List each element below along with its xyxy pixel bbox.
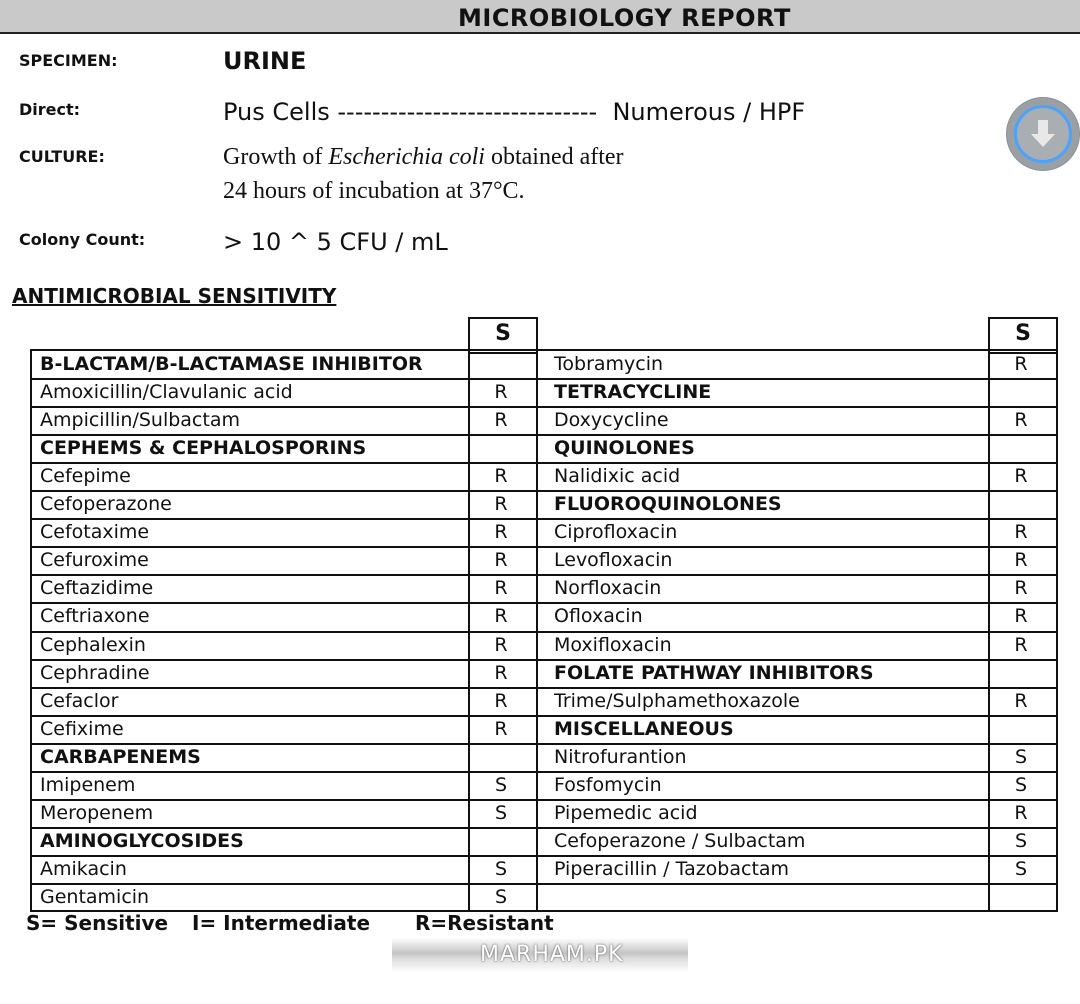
drug-row (546, 688, 1056, 716)
table-row-divider (32, 771, 1056, 773)
category-row (546, 716, 1056, 744)
table-row-divider (32, 659, 1056, 661)
drug-name: Cephradine (40, 661, 150, 684)
table-row-divider (32, 518, 1056, 520)
report-title-bar (0, 0, 1080, 34)
table-row-divider (32, 743, 1056, 745)
culture-prefix: Growth of (223, 144, 329, 170)
drug-name: Cefaclor (40, 689, 119, 712)
drug-name: Ampicillin/Sulbactam (40, 409, 240, 432)
susceptibility-result: R (494, 633, 508, 656)
table-row-divider (32, 799, 1056, 801)
drug-row (546, 463, 1056, 491)
susceptibility-result: R (494, 493, 508, 516)
drug-name: Pipemedic acid (554, 801, 698, 824)
susceptibility-result: S (1014, 829, 1028, 852)
category-name: CARBAPENEMS (40, 745, 201, 768)
category-name: QUINOLONES (554, 437, 695, 460)
direct-label: Direct: (19, 100, 81, 119)
drug-name: Nitrofurantion (554, 745, 687, 768)
susceptibility-result: R (1014, 577, 1028, 600)
drug-name: Moxifloxacin (554, 633, 672, 656)
drug-row (546, 632, 1056, 660)
susceptibility-result: R (1014, 801, 1028, 824)
table-row-divider (32, 687, 1056, 689)
table-row-divider (32, 602, 1056, 604)
drug-row (32, 463, 542, 491)
drug-row (32, 547, 542, 575)
drug-name: Cefixime (40, 717, 124, 740)
drug-row (546, 351, 1056, 379)
category-row (546, 491, 1056, 519)
susceptibility-result: R (494, 577, 508, 600)
drug-name: Gentamicin (40, 885, 150, 908)
susceptibility-result: R (494, 381, 508, 404)
drug-row (32, 575, 542, 603)
susceptibility-result: R (1014, 353, 1028, 375)
susceptibility-result: S (494, 885, 508, 908)
susceptibility-result: S (1014, 745, 1028, 768)
susceptibility-result: R (494, 661, 508, 684)
category-name: FLUOROQUINOLONES (554, 493, 782, 516)
drug-row (32, 519, 542, 547)
drug-name: Amikacin (40, 857, 127, 880)
drug-row (546, 772, 1056, 800)
drug-row (546, 407, 1056, 435)
susceptibility-result: R (494, 409, 508, 432)
drug-name: Amoxicillin/Clavulanic acid (40, 381, 293, 404)
drug-row (32, 716, 542, 744)
susceptibility-result: R (494, 521, 508, 544)
table-row-divider (32, 546, 1056, 548)
s-header-left: S (495, 321, 511, 346)
culture-line-2: 24 hours of incubation at 37°C. (223, 178, 525, 204)
drug-name: Ciprofloxacin (554, 521, 678, 544)
susceptibility-result: S (1014, 773, 1028, 796)
drug-row (546, 800, 1056, 828)
colony-count-label: Colony Count: (19, 230, 146, 249)
table-row-divider (32, 883, 1056, 885)
category-name: CEPHEMS & CEPHALOSPORINS (40, 437, 367, 460)
drug-row (546, 884, 1056, 912)
drug-name: Trime/Sulphamethoxazole (554, 689, 800, 712)
drug-row (32, 407, 542, 435)
drug-name: Cefuroxime (40, 549, 149, 572)
sensitivity-heading: ANTIMICROBIAL SENSITIVITY (12, 284, 337, 308)
susceptibility-result: R (1014, 605, 1028, 628)
category-name: FOLATE PATHWAY INHIBITORS (554, 661, 874, 684)
watermark-text: MARHAM.PK (480, 942, 624, 967)
drug-name: Levofloxacin (554, 549, 673, 572)
drug-row (546, 856, 1056, 884)
drug-name: Cefoperazone (40, 493, 172, 516)
susceptibility-result: R (1014, 521, 1028, 544)
drug-row (32, 379, 542, 407)
drug-name: Cephalexin (40, 633, 146, 656)
category-row (546, 435, 1056, 463)
drug-row (32, 491, 542, 519)
drug-name: Piperacillin / Tazobactam (554, 857, 790, 880)
culture-suffix: obtained after (484, 144, 624, 170)
table-column-divider (468, 351, 470, 910)
drug-name: Ofloxacin (554, 605, 643, 628)
susceptibility-result: R (1014, 689, 1028, 712)
culture-label: CULTURE: (19, 147, 105, 166)
download-arrow-icon (1014, 105, 1072, 163)
table-row-divider (32, 827, 1056, 829)
drug-name: Nalidixic acid (554, 465, 681, 488)
report-title: MICROBIOLOGY REPORT (458, 4, 791, 32)
download-button[interactable] (1007, 98, 1079, 170)
drug-row (32, 800, 542, 828)
category-name: MISCELLANEOUS (554, 717, 734, 740)
category-row (32, 744, 542, 772)
category-row (32, 435, 542, 463)
drug-name: Meropenem (40, 801, 154, 824)
drug-row (32, 688, 542, 716)
susceptibility-result: R (494, 549, 508, 572)
drug-row (546, 603, 1056, 631)
drug-name: Norfloxacin (554, 577, 662, 600)
culture-line-1 (223, 144, 624, 171)
drug-row (32, 856, 542, 884)
drug-name: Cefepime (40, 465, 131, 488)
drug-row (546, 575, 1056, 603)
drug-row (32, 772, 542, 800)
susceptibility-result: R (1014, 633, 1028, 656)
drug-row (32, 884, 542, 912)
table-row-divider (32, 378, 1056, 380)
table-row-divider (32, 715, 1056, 717)
susceptibility-result: R (1014, 465, 1028, 488)
drug-row (546, 547, 1056, 575)
susceptibility-result: R (494, 689, 508, 712)
table-row-divider (32, 434, 1056, 436)
table-row-divider (32, 631, 1056, 633)
s-header-right: S (1015, 321, 1031, 346)
susceptibility-result: S (494, 857, 508, 880)
table-row-divider (32, 855, 1056, 857)
susceptibility-result: R (1014, 549, 1028, 572)
drug-name: Tobramycin (554, 353, 664, 375)
susceptibility-result: S (1014, 857, 1028, 880)
drug-name: Fosfomycin (554, 773, 662, 796)
drug-name: Cefotaxime (40, 521, 150, 544)
legend-sensitive: S= Sensitive (26, 911, 169, 935)
direct-value: Pus Cells ------------------------------ Numerous / HPF (223, 98, 806, 126)
drug-row (32, 603, 542, 631)
category-row (32, 351, 542, 379)
drug-name: Cefoperazone / Sulbactam (554, 829, 806, 852)
drug-row (32, 660, 542, 688)
category-name: TETRACYCLINE (554, 381, 712, 404)
specimen-value: URINE (223, 47, 307, 75)
drug-row (32, 632, 542, 660)
susceptibility-result: S (494, 801, 508, 824)
category-name: AMINOGLYCOSIDES (40, 829, 244, 852)
susceptibility-result: R (494, 465, 508, 488)
drug-row (546, 828, 1056, 856)
susceptibility-result: R (494, 717, 508, 740)
colony-count-value: > 10 ^ 5 CFU / mL (223, 228, 448, 256)
drug-name: Doxycycline (554, 409, 669, 432)
susceptibility-result: S (494, 773, 508, 796)
drug-row (546, 519, 1056, 547)
category-row (546, 379, 1056, 407)
category-row (546, 660, 1056, 688)
legend-intermediate: I= Intermediate (192, 911, 371, 935)
specimen-label: SPECIMEN: (19, 51, 118, 70)
drug-row (546, 744, 1056, 772)
table-row-divider (32, 406, 1056, 408)
susceptibility-result: R (494, 605, 508, 628)
drug-name: Ceftriaxone (40, 605, 150, 628)
table-row-divider (32, 574, 1056, 576)
category-name: B-LACTAM/B-LACTAMASE INHIBITOR (40, 353, 423, 375)
susceptibility-result: R (1014, 409, 1028, 432)
sensitivity-table (30, 349, 1058, 912)
drug-name: Imipenem (40, 773, 136, 796)
organism-name: Escherichia coli (328, 144, 485, 170)
drug-name: Ceftazidime (40, 577, 154, 600)
category-row (32, 828, 542, 856)
table-column-divider (536, 351, 538, 910)
table-column-divider (988, 351, 990, 910)
legend-resistant: R=Resistant (415, 911, 554, 935)
table-row-divider (32, 462, 1056, 464)
table-row-divider (32, 490, 1056, 492)
